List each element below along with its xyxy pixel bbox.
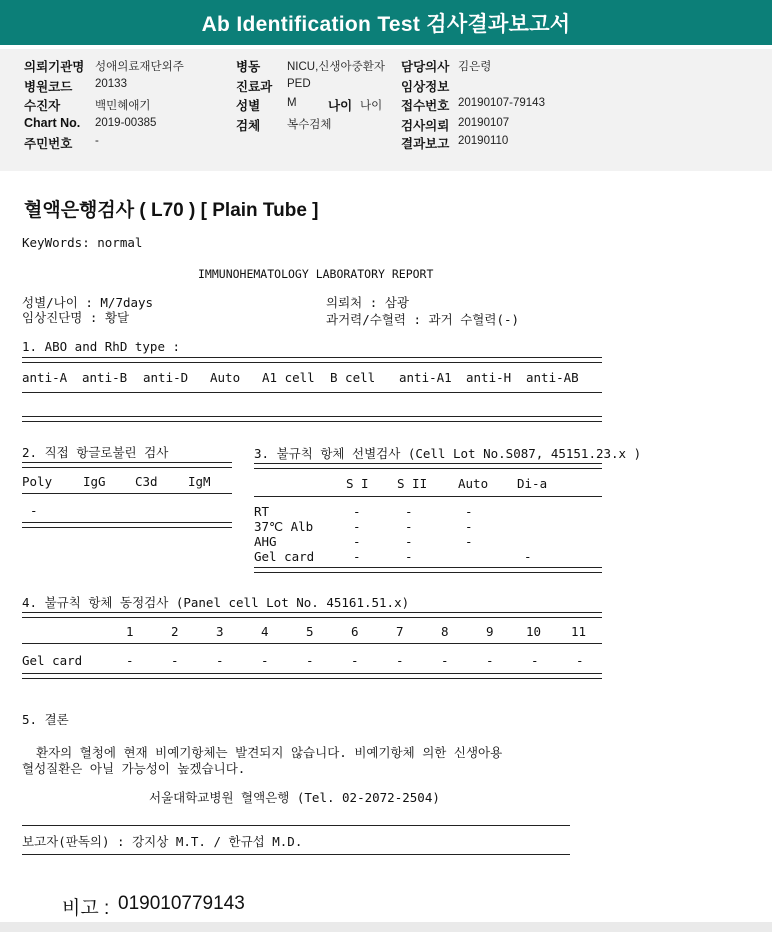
label-clinical-info: 임상정보 — [401, 80, 450, 94]
s4-cell: - — [576, 653, 584, 668]
s4-col: 3 — [216, 624, 224, 639]
s4-col: 6 — [351, 624, 359, 639]
reporter-top-line — [22, 825, 570, 826]
label-sex: 성별 — [236, 99, 261, 113]
section2-end-line — [22, 522, 232, 528]
s4-col: 10 — [526, 624, 542, 639]
s4-col: 1 — [126, 624, 134, 639]
value-ward: NICU,신생아중환자 — [287, 61, 385, 73]
sex-age: 성별/나이 : M/7days — [22, 295, 154, 310]
value-result-report: 20190110 — [458, 135, 509, 147]
s4-col: 2 — [171, 624, 179, 639]
section4-double-line — [22, 612, 602, 618]
s4-col: 8 — [441, 624, 449, 639]
s4-cell: - — [261, 653, 269, 668]
section1-double-line — [22, 357, 602, 363]
value-hospital-code: 20133 — [95, 78, 127, 90]
value-physician: 김은령 — [458, 61, 492, 73]
s3-cell: - — [465, 519, 473, 534]
s3-cell: - — [405, 504, 413, 519]
value-test-request: 20190107 — [458, 117, 510, 129]
s3-header-s2: S II — [397, 476, 428, 491]
section4-title: 4. 불규칙 항체 동정검사 (Panel cell Lot No. 45161.51.x) — [22, 595, 410, 610]
keywords: KeyWords: normal — [22, 235, 143, 250]
patient-info-panel — [0, 49, 772, 171]
section3-end-line — [254, 567, 602, 573]
s2-header-poly: Poly — [22, 474, 53, 489]
label-specimen: 검체 — [236, 119, 261, 133]
s1-header-auto: Auto — [210, 370, 241, 385]
s1-header-anti-b: anti-B — [82, 370, 128, 385]
s4-cell: - — [396, 653, 404, 668]
section3-double-line — [254, 463, 602, 469]
s1-header-anti-a: anti-A — [22, 370, 68, 385]
s3-cell: - — [353, 549, 361, 564]
s3-cell: - — [405, 519, 413, 534]
s3-header-auto: Auto — [458, 476, 489, 491]
value-patient-name: 백민혜애기 — [95, 100, 151, 112]
s4-col: 5 — [306, 624, 314, 639]
s4-cell: - — [216, 653, 224, 668]
reporter-bottom-line — [22, 854, 570, 855]
section2-double-line — [22, 462, 232, 468]
s3-cell: - — [465, 504, 473, 519]
conclusion-line-1: 환자의 혈청에 현재 비예기항체는 발견되지 않습니다. 비예기항체 의한 신생아용 — [36, 745, 503, 760]
s4-cell: - — [126, 653, 134, 668]
label-hospital-code: 병원코드 — [24, 80, 73, 94]
s1-header-anti-h: anti-H — [466, 370, 512, 385]
label-patient-name: 수진자 — [24, 99, 61, 113]
ordered-by: 의뢰처 : 삼광 — [326, 295, 409, 310]
section3-title: 3. 불규칙 항체 선별검사 (Cell Lot No.S087, 45151.23.x ) — [254, 446, 642, 461]
s3-row-label: AHG — [254, 534, 277, 549]
label-test-request: 검사의뢰 — [401, 119, 450, 133]
s3-cell: - — [524, 549, 532, 564]
s4-col: 9 — [486, 624, 494, 639]
s3-row-label: 37℃ Alb — [254, 519, 314, 534]
bottom-strip — [0, 922, 772, 932]
transfusion-history: 과거력/수혈력 : 과거 수혈력(-) — [326, 312, 520, 327]
s4-cell: - — [441, 653, 449, 668]
s3-cell: - — [353, 534, 361, 549]
s1-header-anti-ab: anti-AB — [526, 370, 579, 385]
s2-header-igm: IgM — [188, 474, 211, 489]
section2-title: 2. 직접 항글로불린 검사 — [22, 445, 169, 460]
value-age: 나이 — [360, 100, 383, 112]
s4-cell: - — [171, 653, 179, 668]
value-resident-number: - — [95, 135, 99, 147]
s4-cell: - — [351, 653, 359, 668]
s3-cell: - — [353, 504, 361, 519]
report-body — [0, 171, 772, 923]
s3-cell: - — [353, 519, 361, 534]
s4-cell: - — [486, 653, 494, 668]
label-age: 나이 — [328, 99, 353, 113]
s3-header-s1: S I — [346, 476, 369, 491]
s3-cell: - — [465, 534, 473, 549]
label-result-report: 결과보고 — [401, 137, 450, 151]
s1-header-anti-d: anti-D — [143, 370, 189, 385]
note-label: 비고 : — [62, 898, 110, 919]
section4-end-line — [22, 673, 602, 679]
label-physician: 담당의사 — [401, 60, 450, 74]
note-value: 019010779143 — [118, 893, 245, 914]
conclusion-line-2: 혈성질환은 아닐 가능성이 높겠습니다. — [22, 761, 246, 776]
label-chart-no: Chart No. — [24, 116, 81, 130]
s4-row-label: Gel card — [22, 653, 83, 668]
s3-cell: - — [405, 534, 413, 549]
label-resident-number: 주민번호 — [24, 137, 73, 151]
section1-single-line — [22, 392, 602, 393]
value-sex: M — [287, 97, 297, 109]
s1-header-a1-cell: A1 cell — [262, 370, 315, 385]
section2-single-line — [22, 493, 232, 494]
label-requesting-institution: 의뢰기관명 — [24, 60, 85, 74]
s3-header-di-a: Di-a — [517, 476, 548, 491]
section1-title: 1. ABO and RhD type : — [22, 339, 181, 354]
s4-cell: - — [531, 653, 539, 668]
report-header: Ab Identification Test 검사결과보고서 — [0, 0, 772, 45]
section1-end-line — [22, 416, 602, 422]
blood-bank-contact: 서울대학교병원 혈액은행 (Tel. 02-2072-2504) — [149, 790, 440, 805]
section3-single-line — [254, 496, 602, 497]
value-requesting-institution: 성애의료재단외주 — [95, 61, 184, 73]
s1-header-b-cell: B cell — [330, 370, 376, 385]
s2-value: - — [30, 503, 38, 518]
s2-header-c3d: C3d — [135, 474, 158, 489]
s2-header-igg: IgG — [83, 474, 106, 489]
value-specimen: 복수검체 — [287, 119, 332, 131]
s4-col: 4 — [261, 624, 269, 639]
label-receipt-number: 접수번호 — [401, 99, 450, 113]
s4-col: 7 — [396, 624, 404, 639]
section4-single-line — [22, 643, 602, 644]
s3-cell: - — [405, 549, 413, 564]
lab-report-title: IMMUNOHEMATOLOGY LABORATORY REPORT — [198, 267, 434, 281]
clinical-diagnosis: 임상진단명 : 황달 — [22, 310, 130, 325]
label-department: 진료과 — [236, 80, 273, 94]
s1-header-anti-a1: anti-A1 — [399, 370, 452, 385]
s3-row-label: Gel card — [254, 549, 315, 564]
reporter: 보고자(판독의) : 강지상 M.T. / 한규섭 M.D. — [22, 834, 303, 849]
s3-row-label: RT — [254, 504, 270, 519]
report-title: 혈액은행검사 ( L70 ) [ Plain Tube ] — [24, 200, 319, 221]
value-receipt-number: 20190107-79143 — [458, 97, 545, 109]
s4-cell: - — [306, 653, 314, 668]
value-chart-no: 2019-00385 — [95, 117, 157, 129]
label-ward: 병동 — [236, 60, 261, 74]
s4-col: 11 — [571, 624, 587, 639]
section5-title: 5. 결론 — [22, 712, 69, 727]
value-department: PED — [287, 78, 311, 90]
